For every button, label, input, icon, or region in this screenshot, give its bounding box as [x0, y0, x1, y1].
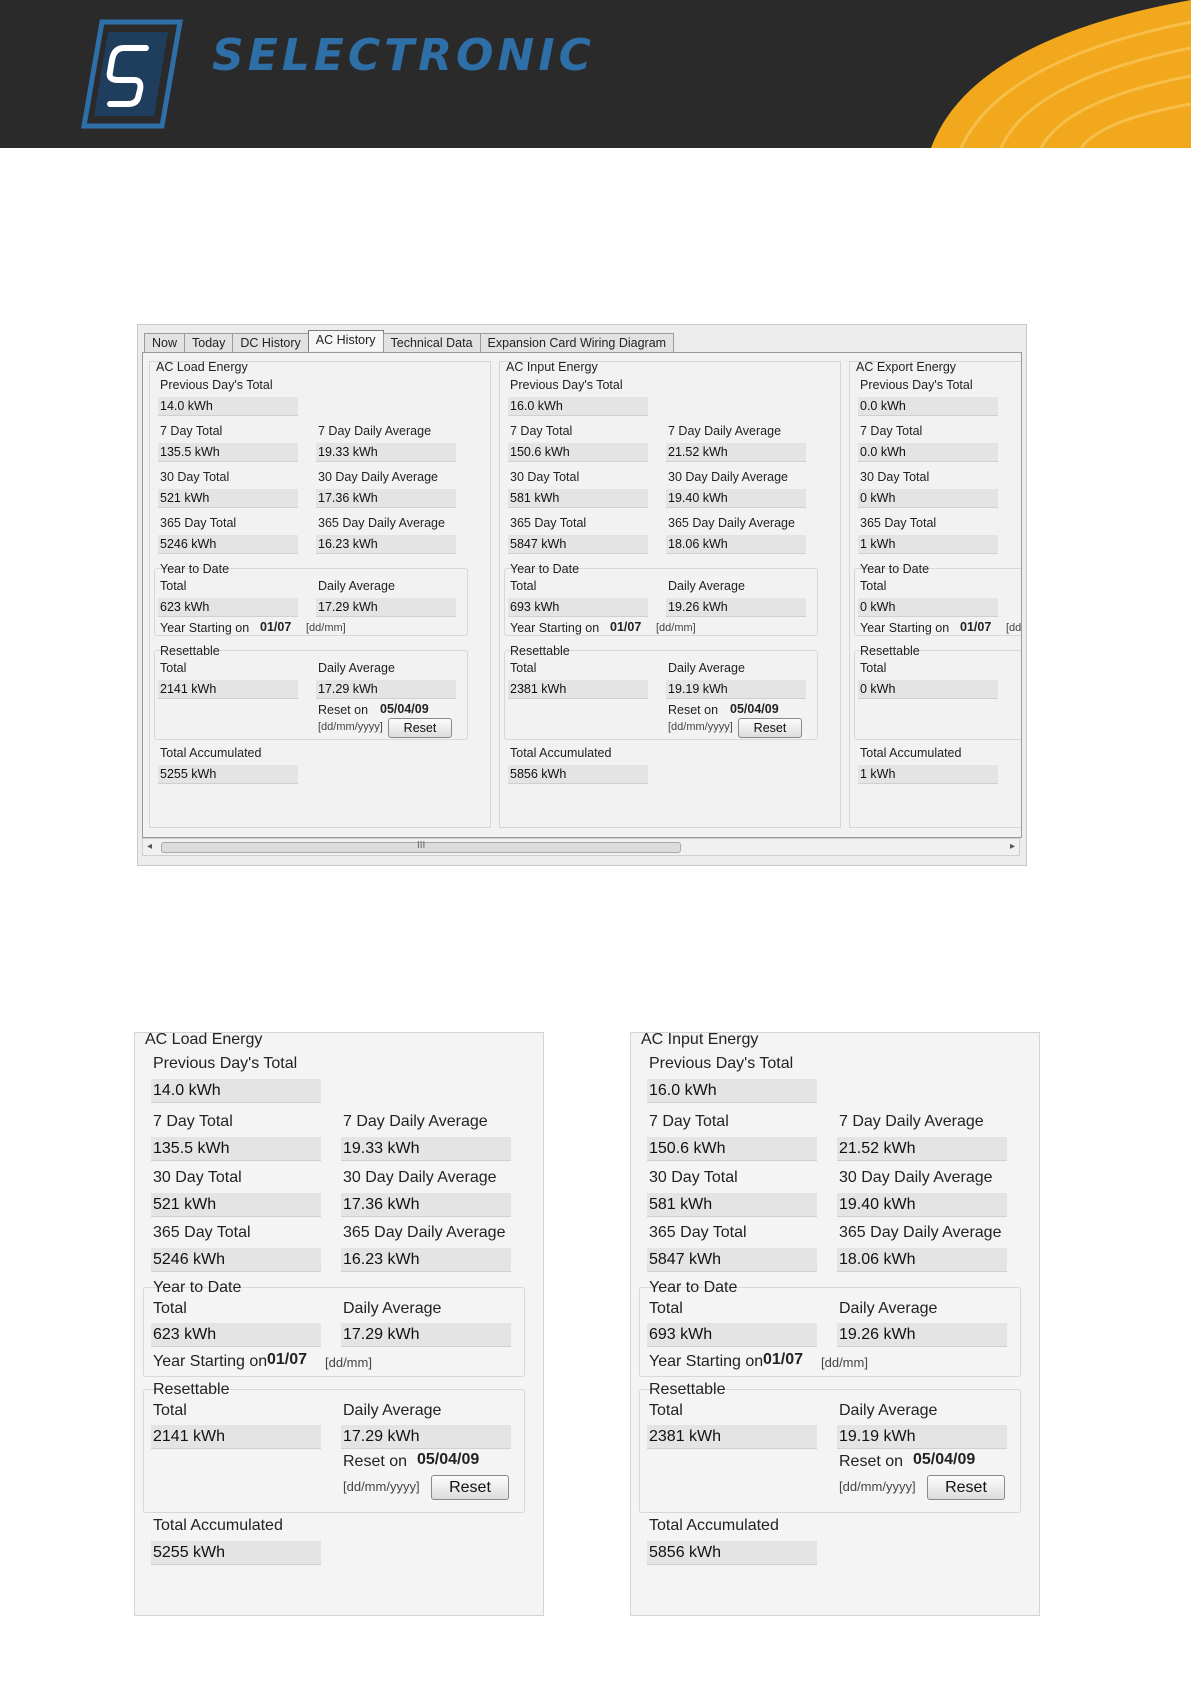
scrollbar-thumb[interactable] — [161, 842, 681, 853]
value-7-day-total: 0.0 kWh — [858, 443, 998, 462]
label-total-accumulated: Total Accumulated — [160, 746, 262, 760]
value-7-day-avg: 19.33 kWh — [316, 443, 456, 462]
group-title: AC Load Energy — [156, 360, 248, 374]
value-365-day-total: 5246 kWh — [151, 1248, 321, 1272]
label-previous-day: Previous Day's Total — [160, 378, 273, 392]
value-365-day-total: 5246 kWh — [158, 535, 298, 554]
value-ytd-avg: 19.26 kWh — [666, 598, 806, 617]
value-res-avg: 17.29 kWh — [316, 680, 456, 699]
label-365-day-avg: 365 Day Daily Average — [839, 1224, 1002, 1241]
value-previous-day: 16.0 kWh — [647, 1079, 817, 1103]
value-365-day-avg: 16.23 kWh — [341, 1248, 511, 1272]
group-title: AC Input Energy — [641, 1031, 759, 1048]
value-res-avg: 17.29 kWh — [341, 1425, 511, 1449]
label-res-total: Total — [860, 661, 887, 675]
label-reset-on: Reset on — [318, 703, 369, 717]
value-previous-day: 0.0 kWh — [858, 397, 998, 416]
value-total-accumulated: 5856 kWh — [508, 765, 648, 784]
value-year-start: 01/07 — [267, 1351, 308, 1368]
label-7-day-avg: 7 Day Daily Average — [839, 1113, 984, 1130]
value-year-start: 01/07 — [260, 620, 292, 634]
value-reset-date: 05/04/09 — [913, 1451, 976, 1468]
label-total-accumulated: Total Accumulated — [510, 746, 612, 760]
value-ytd-total: 693 kWh — [508, 598, 648, 617]
label-7-day-total: 7 Day Total — [860, 424, 923, 438]
label-365-day-total: 365 Day Total — [860, 516, 937, 530]
label-resettable: Resettable — [649, 1381, 726, 1398]
tab-bar — [144, 333, 673, 353]
hint-ddmmyyyy: [dd/mm/yyyy] — [668, 721, 733, 733]
value-year-start: 01/07 — [960, 620, 992, 634]
label-365-day-total: 365 Day Total — [153, 1224, 251, 1241]
label-res-avg: Daily Average — [668, 661, 745, 675]
value-total-accumulated: 5255 kWh — [158, 765, 298, 784]
label-res-total: Total — [649, 1402, 683, 1419]
label-res-avg: Daily Average — [839, 1402, 938, 1419]
hint-ddmmyyyy: [dd/mm/yyyy] — [343, 1479, 420, 1494]
label-reset-on: Reset on — [343, 1453, 408, 1470]
value-ytd-avg: 17.29 kWh — [341, 1323, 511, 1347]
tab-dc-history[interactable]: DC History — [232, 333, 308, 352]
label-resettable: Resettable — [510, 644, 570, 658]
value-365-day-total: 1 kWh — [858, 535, 998, 554]
value-7-day-avg: 19.33 kWh — [341, 1137, 511, 1161]
hint-ddmm: [dd/mm] — [656, 622, 696, 634]
label-res-total: Total — [153, 1402, 187, 1419]
label-30-day-avg: 30 Day Daily Average — [343, 1169, 497, 1186]
zoom-ac-input-energy — [630, 1032, 1040, 1616]
value-ytd-total: 693 kWh — [647, 1323, 817, 1347]
value-res-total: 2141 kWh — [158, 680, 298, 699]
group-title: AC Export Energy — [856, 360, 957, 374]
hint-ddmmyyyy: [dd/mm/yyyy] — [318, 721, 383, 733]
label-year-starting: Year Starting on — [153, 1353, 268, 1370]
label-365-day-total: 365 Day Total — [649, 1224, 747, 1241]
label-ytd-avg: Daily Average — [668, 579, 745, 593]
tab-today[interactable]: Today — [184, 333, 233, 352]
value-365-day-avg: 16.23 kWh — [316, 535, 456, 554]
value-ytd-avg: 17.29 kWh — [316, 598, 456, 617]
ac-history-window — [137, 324, 1027, 866]
tab-now[interactable]: Now — [144, 333, 185, 352]
label-year-starting: Year Starting on — [510, 621, 600, 635]
horizontal-scrollbar[interactable] — [142, 838, 1020, 856]
label-year-starting: Year Starting on — [160, 621, 250, 635]
label-ytd-avg: Daily Average — [343, 1300, 442, 1317]
value-365-day-total: 5847 kWh — [508, 535, 648, 554]
label-reset-on: Reset on — [839, 1453, 904, 1470]
hint-ddmm: [dd/mm] — [306, 622, 346, 634]
label-ytd-total: Total — [510, 579, 537, 593]
value-ytd-avg: 19.26 kWh — [837, 1323, 1007, 1347]
page-header — [0, 0, 1191, 148]
label-resettable: Resettable — [153, 1381, 230, 1398]
value-ytd-total: 623 kWh — [158, 598, 298, 617]
tab-technical-data[interactable]: Technical Data — [383, 333, 481, 352]
value-30-day-total: 581 kWh — [508, 489, 648, 508]
label-7-day-avg: 7 Day Daily Average — [668, 424, 782, 438]
label-resettable: Resettable — [860, 644, 920, 658]
label-previous-day: Previous Day's Total — [510, 378, 623, 392]
value-30-day-total: 0 kWh — [858, 489, 998, 508]
label-res-avg: Daily Average — [318, 661, 395, 675]
label-ytd-total: Total — [153, 1300, 187, 1317]
ac-export-energy-group — [849, 361, 1022, 828]
group-title: AC Load Energy — [145, 1031, 263, 1048]
label-total-accumulated: Total Accumulated — [860, 746, 962, 760]
label-res-total: Total — [510, 661, 537, 675]
reset-button[interactable]: Reset — [927, 1475, 1005, 1500]
brand-name: SELECTRONIC — [212, 30, 595, 81]
value-res-total: 2381 kWh — [647, 1425, 817, 1449]
value-30-day-avg: 19.40 kWh — [837, 1193, 1007, 1217]
label-previous-day: Previous Day's Total — [860, 378, 973, 392]
label-7-day-total: 7 Day Total — [510, 424, 573, 438]
label-7-day-total: 7 Day Total — [649, 1113, 729, 1130]
label-365-day-avg: 365 Day Daily Average — [668, 516, 795, 530]
value-7-day-total: 135.5 kWh — [151, 1137, 321, 1161]
label-30-day-total: 30 Day Total — [860, 470, 930, 484]
value-365-day-avg: 18.06 kWh — [666, 535, 806, 554]
label-year-starting: Year Starting on — [860, 621, 950, 635]
hint-ddmm: [dd/mm] — [821, 1355, 868, 1370]
label-30-day-total: 30 Day Total — [153, 1169, 242, 1186]
tab-expansion-card-wiring-diagram[interactable]: Expansion Card Wiring Diagram — [480, 333, 675, 352]
value-previous-day: 14.0 kWh — [151, 1079, 321, 1103]
value-total-accumulated: 1 kWh — [858, 765, 998, 784]
label-reset-on: Reset on — [668, 703, 719, 717]
zoom-ac-load-energy — [134, 1032, 544, 1616]
value-reset-date: 05/04/09 — [417, 1451, 480, 1468]
label-365-day-avg: 365 Day Daily Average — [343, 1224, 506, 1241]
value-total-accumulated: 5856 kWh — [647, 1541, 817, 1565]
decorative-swoosh — [931, 0, 1191, 148]
label-30-day-avg: 30 Day Daily Average — [668, 470, 788, 484]
value-30-day-avg: 17.36 kWh — [341, 1193, 511, 1217]
label-year-to-date: Year to Date — [649, 1279, 738, 1296]
label-30-day-total: 30 Day Total — [649, 1169, 738, 1186]
value-30-day-total: 581 kWh — [647, 1193, 817, 1217]
value-year-start: 01/07 — [763, 1351, 804, 1368]
scroll-grip-icon: III — [417, 840, 426, 851]
label-365-day-total: 365 Day Total — [510, 516, 587, 530]
value-30-day-total: 521 kWh — [151, 1193, 321, 1217]
label-7-day-avg: 7 Day Daily Average — [318, 424, 432, 438]
hint-ddmm: [dd/mm] — [325, 1355, 372, 1370]
label-year-starting: Year Starting on — [649, 1353, 764, 1370]
value-ytd-total: 0 kWh — [858, 598, 998, 617]
value-total-accumulated: 5255 kWh — [151, 1541, 321, 1565]
value-365-day-total: 5847 kWh — [647, 1248, 817, 1272]
ac-load-energy-group — [149, 361, 491, 828]
label-previous-day: Previous Day's Total — [153, 1055, 298, 1072]
label-total-accumulated: Total Accumulated — [649, 1517, 779, 1534]
value-ytd-total: 623 kWh — [151, 1323, 321, 1347]
reset-button[interactable]: Reset — [431, 1475, 509, 1500]
tab-ac-history[interactable]: AC History — [308, 330, 384, 351]
scroll-left-icon[interactable]: ◂ — [147, 841, 153, 852]
value-30-day-total: 521 kWh — [158, 489, 298, 508]
label-total-accumulated: Total Accumulated — [153, 1517, 283, 1534]
value-res-total: 2141 kWh — [151, 1425, 321, 1449]
label-ytd-total: Total — [860, 579, 887, 593]
reset-button[interactable]: Reset — [388, 718, 452, 738]
label-previous-day: Previous Day's Total — [649, 1055, 794, 1072]
value-7-day-total: 150.6 kWh — [647, 1137, 817, 1161]
reset-button[interactable]: Reset — [738, 718, 802, 738]
label-365-day-avg: 365 Day Daily Average — [318, 516, 445, 530]
hint-ddmmyyyy: [dd/mm/yyyy] — [839, 1479, 916, 1494]
label-30-day-avg: 30 Day Daily Average — [318, 470, 438, 484]
ac-history-panel — [142, 352, 1022, 838]
ac-input-energy-group — [499, 361, 841, 828]
label-7-day-total: 7 Day Total — [153, 1113, 233, 1130]
label-resettable: Resettable — [160, 644, 220, 658]
group-title: AC Input Energy — [506, 360, 598, 374]
value-7-day-avg: 21.52 kWh — [837, 1137, 1007, 1161]
value-30-day-avg: 17.36 kWh — [316, 489, 456, 508]
label-year-to-date: Year to Date — [153, 1279, 242, 1296]
label-ytd-total: Total — [649, 1300, 683, 1317]
value-reset-date: 05/04/09 — [380, 702, 429, 716]
label-7-day-avg: 7 Day Daily Average — [343, 1113, 488, 1130]
value-7-day-total: 150.6 kWh — [508, 443, 648, 462]
value-7-day-avg: 21.52 kWh — [666, 443, 806, 462]
value-reset-date: 05/04/09 — [730, 702, 779, 716]
label-30-day-total: 30 Day Total — [510, 470, 580, 484]
value-30-day-avg: 19.40 kWh — [666, 489, 806, 508]
label-ytd-avg: Daily Average — [839, 1300, 938, 1317]
value-year-start: 01/07 — [610, 620, 642, 634]
value-res-avg: 19.19 kWh — [837, 1425, 1007, 1449]
label-30-day-total: 30 Day Total — [160, 470, 230, 484]
label-res-avg: Daily Average — [343, 1402, 442, 1419]
selectronic-logo-icon — [80, 18, 184, 130]
label-7-day-total: 7 Day Total — [160, 424, 223, 438]
value-365-day-avg: 18.06 kWh — [837, 1248, 1007, 1272]
scroll-right-icon[interactable]: ▸ — [1009, 841, 1015, 852]
value-7-day-total: 135.5 kWh — [158, 443, 298, 462]
label-30-day-avg: 30 Day Daily Average — [839, 1169, 993, 1186]
label-ytd-total: Total — [160, 579, 187, 593]
hint-ddmm-truncated: [dd — [1006, 622, 1022, 634]
label-year-to-date: Year to Date — [860, 562, 930, 576]
label-year-to-date: Year to Date — [160, 562, 230, 576]
label-ytd-avg: Daily Average — [318, 579, 395, 593]
label-res-total: Total — [160, 661, 187, 675]
value-res-total: 0 kWh — [858, 680, 998, 699]
label-365-day-total: 365 Day Total — [160, 516, 237, 530]
value-previous-day: 14.0 kWh — [158, 397, 298, 416]
label-year-to-date: Year to Date — [510, 562, 580, 576]
value-previous-day: 16.0 kWh — [508, 397, 648, 416]
value-res-total: 2381 kWh — [508, 680, 648, 699]
value-res-avg: 19.19 kWh — [666, 680, 806, 699]
